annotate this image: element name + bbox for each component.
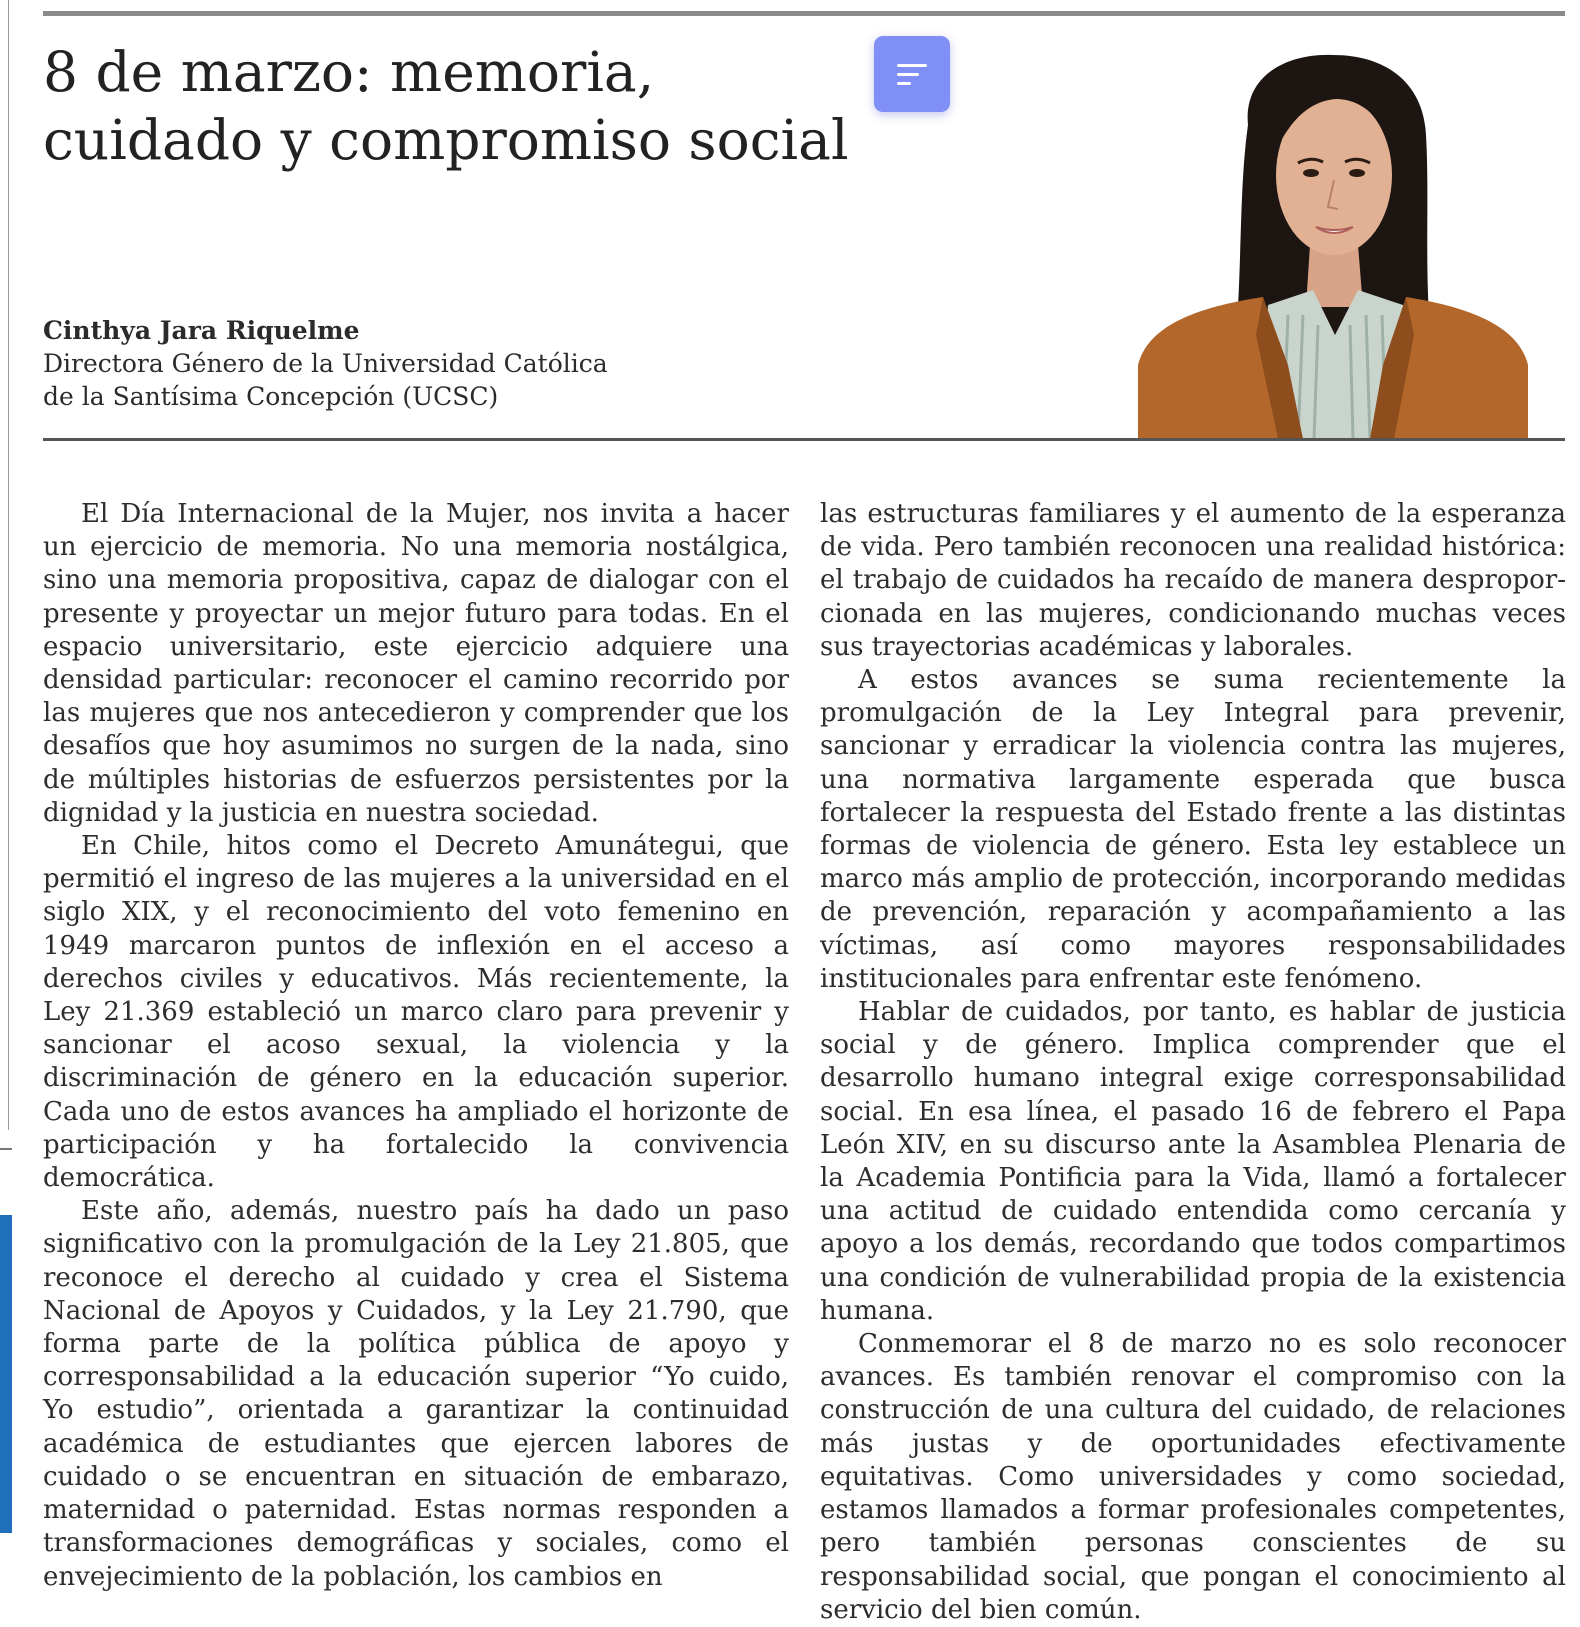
left-accent-bar (0, 1215, 12, 1533)
author-byline (43, 314, 743, 413)
paragraph: En Chile, hitos como el Decreto Amunátegui, que permitió el ingreso de las mujeres a la universidad en el siglo XIX, y el reconocimiento del voto femenino en 1949 marcaron puntos de inflexión en el acceso a derechos civiles y educativos. Más recientemente, la Ley 21.369 estableció un marco claro para prevenir y sancionar el acoso sexual, la violencia y la discriminación de género en la educación superior. Cada uno de estos avances ha ampliado el horizonte de participación y ha fortalecido la convivencia democrática. (43, 831, 789, 1194)
article-column-left (43, 498, 789, 1594)
paragraph: Conmemorar el 8 de marzo no es solo reconocer avances. Es también renovar el compromiso con la construcción de una cultura del cuidado, de relaciones más justas y de oportunidades efectivamente equitativas. Como universidades y como sociedad, estamos llamados a formar profesionales competentes, pero también personas conscientes de su responsabilidad social, que pongan el conocimiento al servicio del bien común. (820, 1329, 1566, 1625)
paragraph: A estos avances se suma recientemente la promulgación de la Ley Integral para prevenir, sancionar y erradicar la violencia contra las mujeres, una normativa largamente esperada que busca fortalecer la respuesta del Estado frente a las distintas formas de violencia de género. Esta ley establece un marco más amplio de protección, incorporando medidas de prevención, reparación y acompañamiento a las víctimas, así como mayores responsabilidades institucionales para enfrentar este fenómeno. (820, 665, 1566, 994)
header-divider (43, 438, 1565, 441)
paragraph: las estructuras familiares y el aumento de la esperanza de vida. Pero también reconocen una realidad histórica: el trabajo de cuidados ha recaído de manera desproporcionada en las mujeres, condicionando muchas veces sus trayectorias académicas y laborales. (820, 499, 1566, 662)
paragraph: El Día Internacional de la Mujer, nos invita a hacer un ejercicio de memoria. No una memoria nostálgica, sino una memoria propositiva, capaz de dialogar con el presente y proyectar un mejor futuro para todas. En el espacio universitario, este ejercicio adquiere una densidad particular: reconocer el camino recorrido por las mujeres que nos antecedieron y comprender que los desafíos que hoy asumimos no surgen de la nada, sino de múltiples historias de esfuerzos persistentes por la dignidad y la justicia en nuestra sociedad. (43, 499, 789, 828)
author-role-line-1: Directora Género de la Universidad Católica (43, 349, 608, 378)
left-edge-tick (0, 1148, 12, 1150)
author-role-line-2: de la Santísima Concepción (UCSC) (43, 382, 499, 411)
left-edge-line (8, 0, 9, 1130)
author-photo (1138, 35, 1528, 439)
paragraph: Este año, además, nuestro país ha dado un paso significativo con la promulgación de la Ley 21.805, que reconoce el derecho al cuidado y crea el Sistema Nacional de Apoyos y Cuidados, y la Ley 21.790, que forma parte de la política pública de apoyo y corresponsabilidad a la educación superior “Yo cuido, Yo estudio”, orientada a garantizar la continuidad académica de estudiantes que ejercen labores de cuidado o se encuentran en situación de embarazo, maternidad o paternidad. Estas normas responden a transformaciones demográficas y sociales, como el envejecimiento de la población, los cambios en (43, 1196, 789, 1592)
article-column-right (820, 498, 1566, 1627)
author-name: Cinthya Jara Riquelme (43, 316, 360, 345)
top-rule (43, 11, 1565, 16)
paragraph: Hablar de cuidados, por tanto, es hablar de justicia social y de género. Implica comprender que el desarrollo humano integral exige corresponsabilidad social. En esa línea, el pasado 16 de febrero el Papa León XIV, en su discurso ante la Asamblea Plenaria de la Academia Pontificia para la Vida, llamó a fortalecer una actitud de cuidado entendida como cercanía y apoyo a los demás, recordando que todos compartimos una condición de vulnerabilidad propia de la existencia humana. (820, 997, 1566, 1326)
article-title: 8 de marzo: memoria, cuidado y compromiso social (43, 40, 849, 172)
menu-button[interactable] (874, 36, 950, 112)
